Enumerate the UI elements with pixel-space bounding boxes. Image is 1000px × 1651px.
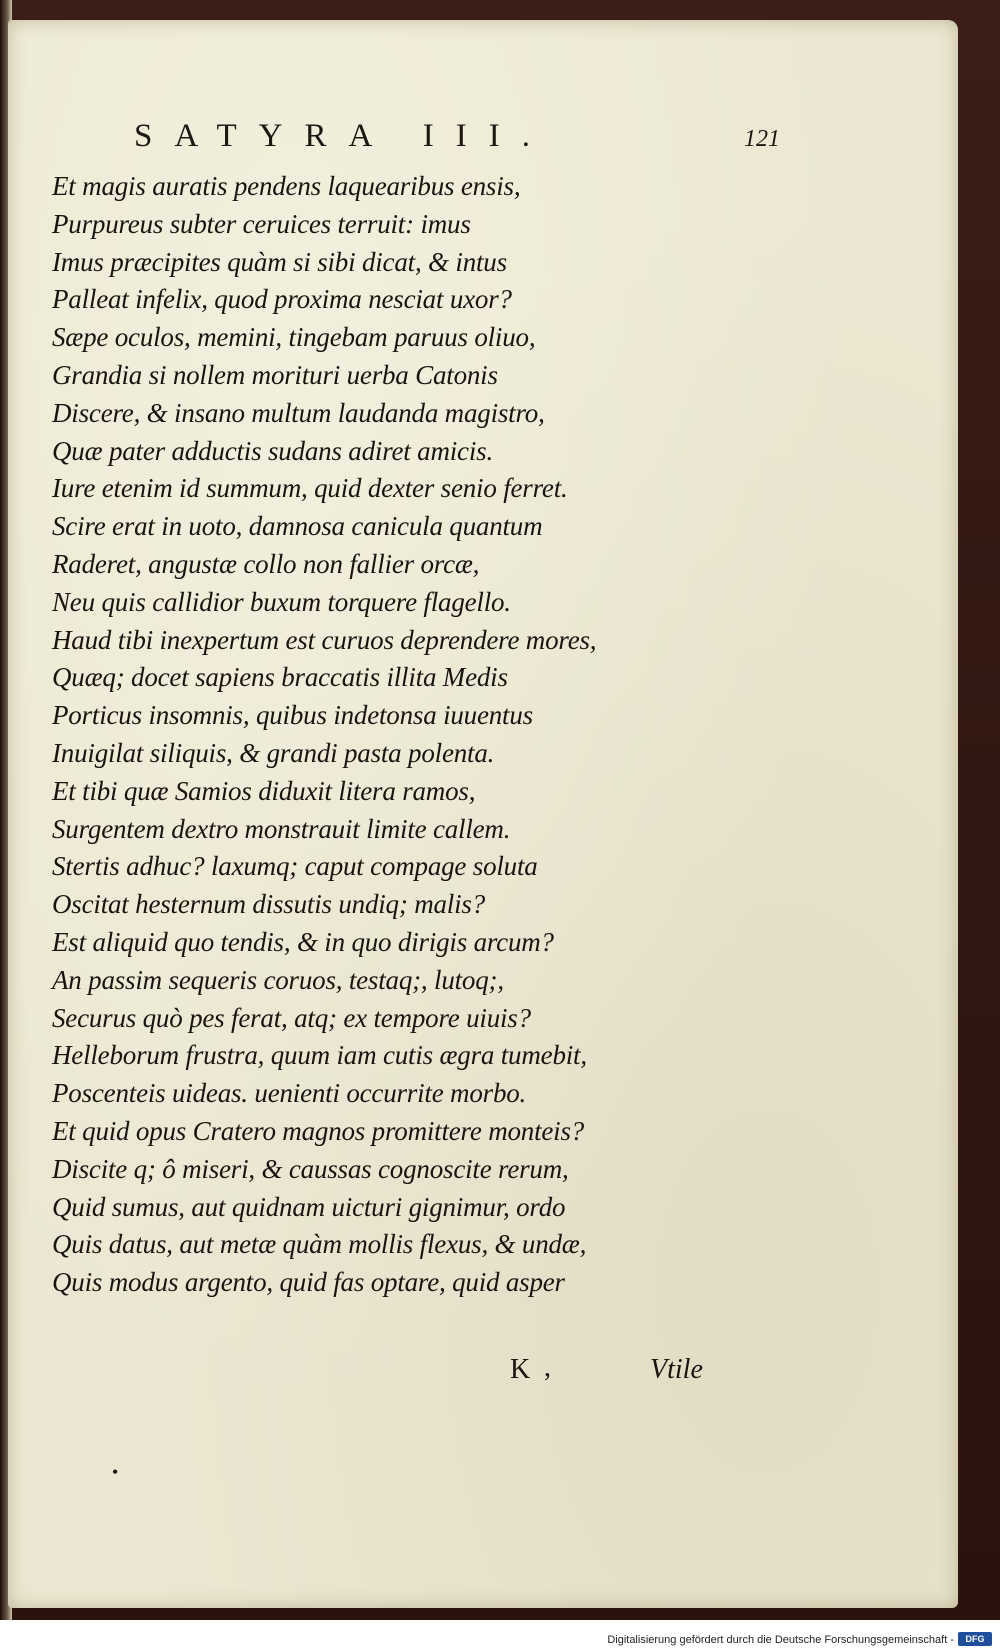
verse-line: Neu quis callidior buxum torquere flagello.: [52, 586, 511, 617]
page-header: [134, 118, 834, 162]
verse-line: Poscenteis uideas. uenienti occurrite morbo.: [52, 1078, 527, 1109]
verse-line: Quæq; docet sapiens braccatis illita Medis: [52, 662, 508, 693]
ink-speck: •: [112, 1462, 119, 1482]
verse-line: Haud tibi inexpertum est curuos deprendere mores,: [52, 624, 597, 655]
footer-note: Digitalisierung gefördert durch die Deutsche Forschungsgemeinschaft -: [607, 1634, 954, 1646]
catchline: [510, 1354, 810, 1394]
verse-line: Est aliquid quo tendis, & in quo dirigis arcum?: [52, 926, 554, 957]
verse-line: Oscitat hesternum dissutis undiq; malis?: [52, 889, 486, 920]
verse-line: Et magis auratis pendens laquearibus ensis,: [52, 171, 521, 201]
verse-line: Purpureus subter ceruices terruit: imus: [52, 208, 471, 239]
verse-line: Quis modus argento, quid fas optare, quid asper: [52, 1267, 565, 1298]
verse-line: Helleborum frustra, quum iam cutis ægra tumebit,: [52, 1040, 587, 1071]
dfg-logo: DFG: [958, 1632, 992, 1646]
verse-line: Securus quò pes ferat, atq; ex tempore uiuis?: [52, 1002, 531, 1033]
verse-line: Imus præcipites quàm si sibi dicat, & intus: [52, 246, 507, 277]
verse-line: Porticus insomnis, quibus indetonsa iuuentus: [52, 700, 533, 731]
book-page: [8, 20, 958, 1608]
signature-mark: K: [510, 1354, 531, 1385]
catchword: Vtile: [650, 1354, 703, 1385]
verse-line: Iure etenim id summum, quid dexter senio ferret.: [52, 473, 568, 504]
verse-line: Discite q; ô miseri, & caussas cognoscite rerum,: [52, 1153, 569, 1184]
verse-line: Sæpe oculos, memini, tingebam paruus oliuo,: [52, 322, 536, 353]
verse-line: Scire erat in uoto, damnosa canicula quantum: [52, 511, 543, 542]
verse-line: Raderet, angustæ collo non fallier orcæ,: [52, 548, 480, 579]
verse-line: An passim sequeris coruos, testaq;, lutoq;,: [52, 964, 504, 995]
verse-list: [52, 168, 772, 1302]
verse-line: Et quid opus Cratero magnos promittere monteis?: [52, 1115, 585, 1146]
verse-line: Discere, & insano multum laudanda magistro,: [52, 397, 545, 428]
verse-line: Grandia si nollem morituri uerba Catonis: [52, 359, 498, 390]
running-title: SATYRA III.: [134, 118, 553, 154]
verse-line: Surgentem dextro monstrauit limite callem.: [52, 813, 511, 844]
verse-line: Et tibi quæ Samios diduxit litera ramos,: [52, 775, 476, 806]
verse-line: Inuigilat siliquis, & grandi pasta polenta.: [52, 737, 495, 768]
verse-line: Stertis adhuc? laxumq; caput compage soluta: [52, 851, 538, 882]
verse-line: Quid sumus, aut quidnam uicturi gignimur, ordo: [52, 1191, 566, 1222]
digitization-footer: [0, 1628, 1000, 1651]
verse-line: Palleat infelix, quod proxima nesciat uxor?: [52, 284, 512, 315]
printer-mark: ,: [544, 1352, 551, 1383]
page-number: 121: [744, 126, 780, 152]
verse-line: Quæ pater adductis sudans adiret amicis.: [52, 435, 493, 466]
verse-line: Quis datus, aut metæ quàm mollis flexus, & undæ,: [52, 1229, 587, 1260]
